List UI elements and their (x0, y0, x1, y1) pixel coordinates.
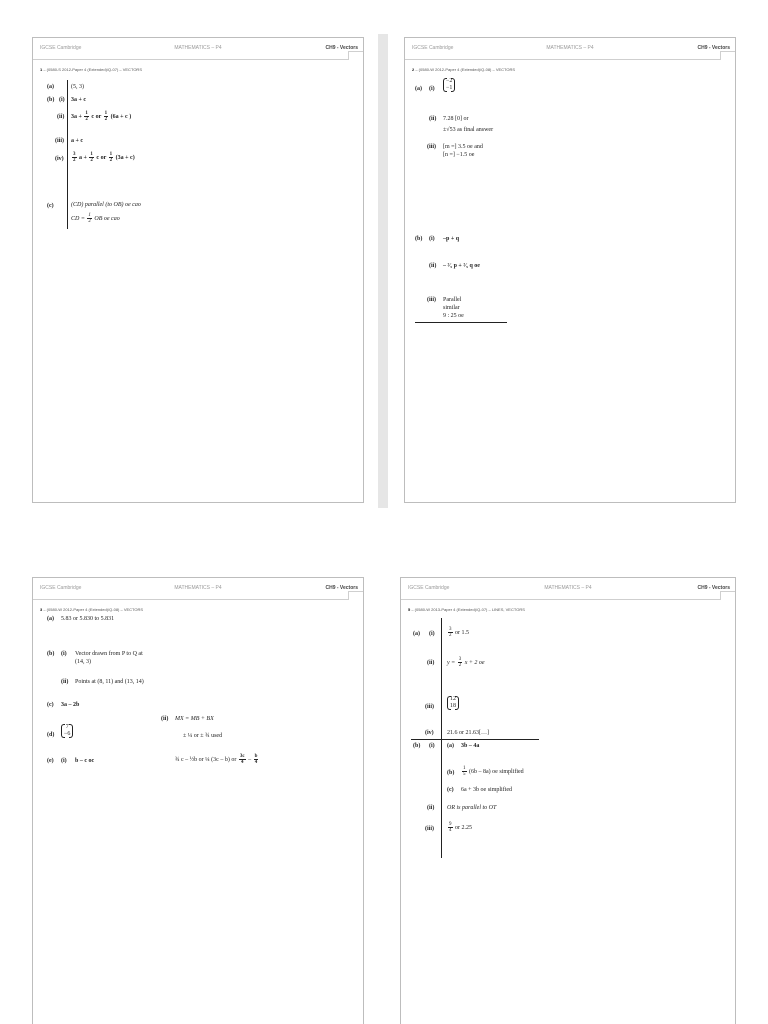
question-number: 2 (412, 67, 415, 72)
header-center: MATHEMATICS – P4 (174, 585, 222, 591)
label-a-ii: (ii) (429, 116, 437, 122)
label-a-i: (i) (429, 86, 435, 92)
label-a: (a) (47, 84, 54, 90)
answer-rule (67, 80, 68, 229)
page-header (405, 38, 735, 60)
answer-e-ii-3: ¾ c – ½b or ¼ (3c – b) or $\frac{3c}{4}$ – $\frac{b}{4}$ (175, 754, 258, 765)
answer-a-i-vector: −2 −1 (443, 78, 455, 92)
page-header (401, 578, 735, 600)
label-b-iii: (iii) (425, 826, 434, 832)
answer-a-iii-vector: 12 18 (447, 696, 459, 710)
header-right: CH9 - Vectors (325, 585, 358, 591)
label-a-iii: (iii) (427, 144, 436, 150)
question-source: – (0580-W 2012-Paper 4 (Extended)/Q-08) – VECTORS (414, 67, 516, 72)
answer-b-i: 3a + c (71, 97, 87, 103)
page-1 (32, 37, 364, 503)
part-divider (411, 739, 539, 740)
answer-a: 5.83 or 5.830 to 5.831 (61, 616, 115, 622)
label-d: (d) (47, 732, 55, 738)
answer-b-i-2: (14, 3) (75, 659, 91, 665)
page-header (33, 578, 363, 600)
answer-b-iii-1: Parallel (443, 297, 462, 303)
answer-e-ii-2: ± ¼ or ± ¾ used (183, 733, 223, 739)
page-gutter (378, 34, 388, 508)
label-a-iii: (iii) (425, 704, 434, 710)
label-b-i: (i) (61, 651, 67, 657)
answer-rule (441, 618, 442, 858)
header-left: IGCSE Cambridge (40, 45, 82, 51)
label-b-i: (i) (429, 743, 435, 749)
label-b-i-a: (a) (447, 743, 454, 749)
label-b-iii: (iii) (55, 138, 64, 144)
answer-b-iv: $\frac{3}{2}$ a + $\frac{1}{2}$ c or $\frac{1}{2}$ (3a + c) (73, 152, 135, 163)
answer-b-iii-2: similar (443, 305, 460, 311)
header-tab (348, 51, 363, 60)
answer-b-i-a: 3b – 4a (461, 743, 480, 749)
question-heading (408, 607, 525, 612)
answer-b-iii-3: 9 : 25 oe (443, 313, 464, 319)
answer-a-ii-2: ±√53 as final answer (443, 127, 494, 133)
header-right: CH9 - Vectors (325, 45, 358, 51)
header-tab (720, 51, 735, 60)
label-b-ii: (ii) (61, 679, 69, 685)
question-heading (412, 67, 515, 72)
answer-e-ii-1: MX = MB + BX (175, 716, 214, 722)
answer-a: (5, 3) (71, 84, 84, 90)
answer-a-iv: 21.6 or 21.63[…] (447, 730, 489, 736)
header-center: MATHEMATICS – P4 (544, 585, 592, 591)
answer-c: 3a – 2b (61, 702, 80, 708)
answer-c-2: CD = $\frac{1}{2}$ OB oe cao (71, 213, 120, 224)
label-b: (b) (413, 743, 421, 749)
answer-a-ii: y = $\frac{3}{2}$ x + 2 oe (447, 657, 485, 668)
answer-b-iii: $\frac{9}{4}$ or 2.25 (449, 822, 472, 833)
label-b-ii: (ii) (427, 805, 435, 811)
label-e: (e) (47, 758, 54, 764)
label-c: (c) (47, 203, 54, 209)
label-a-i: (i) (429, 631, 435, 637)
header-left: IGCSE Cambridge (40, 585, 82, 591)
label-a: (a) (415, 86, 422, 92)
answer-a-ii-1: 7.28 [0] or (443, 116, 469, 122)
page-header (33, 38, 363, 60)
label-b: (b) (47, 651, 55, 657)
label-b-i-b: (b) (447, 770, 455, 776)
header-right: CH9 - Vectors (697, 585, 730, 591)
label-b-ii: (ii) (429, 263, 437, 269)
label-a-ii: (ii) (427, 660, 435, 666)
answer-b-ii: OR is parallel to OT (447, 805, 497, 811)
header-left: IGCSE Cambridge (412, 45, 454, 51)
question-number: 5 (408, 607, 411, 612)
label-e-i: (i) (61, 758, 67, 764)
label-b-i: (i) (429, 236, 435, 242)
question-heading (40, 67, 142, 72)
header-left: IGCSE Cambridge (408, 585, 450, 591)
label-b-i: (i) (59, 97, 65, 103)
answer-b-i-c: 6a + 3b oe simplified (461, 787, 513, 793)
answer-b-iii: a + c (71, 138, 84, 144)
label-b: (b) (47, 97, 55, 103)
answer-b-ii: 3a + $\frac{1}{2}$ c or $\frac{1}{2}$ (6a + c ) (71, 111, 132, 122)
answer-a-iii-1: [m =] 3.5 oe and (443, 144, 483, 150)
answer-c-1: (CD) parallel (to OB) oe cao (71, 202, 141, 208)
label-b-ii: (ii) (57, 114, 65, 120)
question-source: – (0580-W 2013-Paper 4 (Extended)/Q-07) – LINES, VECTORS (410, 607, 525, 612)
answer-a-i: $\frac{3}{2}$ or 1.5 (449, 627, 469, 638)
question-number: 3 (40, 607, 43, 612)
answer-b-i: –p + q (443, 236, 460, 242)
answer-b-i-1: Vector drawn from P to Q at (75, 651, 143, 657)
label-a-iv: (iv) (425, 730, 434, 736)
header-center: MATHEMATICS – P4 (546, 45, 594, 51)
page-2 (404, 37, 736, 503)
page-4 (400, 577, 736, 1024)
answer-b-ii: Points at (8, 11) and (13, 14) (75, 679, 144, 685)
answer-a-iii-2: [n =] −1.5 oe (443, 152, 475, 158)
header-tab (720, 591, 735, 600)
question-number: 1 (40, 67, 43, 72)
label-e-ii: (ii) (161, 716, 169, 722)
label-b: (b) (415, 236, 423, 242)
label-b-i-c: (c) (447, 787, 454, 793)
answer-e-i: b – c oc (75, 758, 95, 764)
answer-d-vector: 7 −6 (61, 724, 73, 738)
label-a: (a) (413, 631, 420, 637)
header-center: MATHEMATICS – P4 (174, 45, 222, 51)
header-tab (348, 591, 363, 600)
label-b-iii: (iii) (427, 297, 436, 303)
answer-end-rule (415, 322, 507, 323)
question-heading (40, 607, 143, 612)
label-a: (a) (47, 616, 54, 622)
label-b-iv: (iv) (55, 156, 64, 162)
question-source: – (0580-S 2012-Paper 4 (Extended)/Q-07) – VECTORS (42, 67, 142, 72)
answer-b-ii: – ²⁄₅ p + ²⁄₅ q oe (443, 263, 480, 269)
page-3 (32, 577, 364, 1024)
header-right: CH9 - Vectors (697, 45, 730, 51)
question-source: – (0580-W 2012-Paper 4 (Extended)/Q-08) – VECTORS (42, 607, 144, 612)
answer-b-i-b: $\frac{1}{5}$ (6b – 8a) oe simplified (463, 766, 524, 777)
label-c: (c) (47, 702, 54, 708)
